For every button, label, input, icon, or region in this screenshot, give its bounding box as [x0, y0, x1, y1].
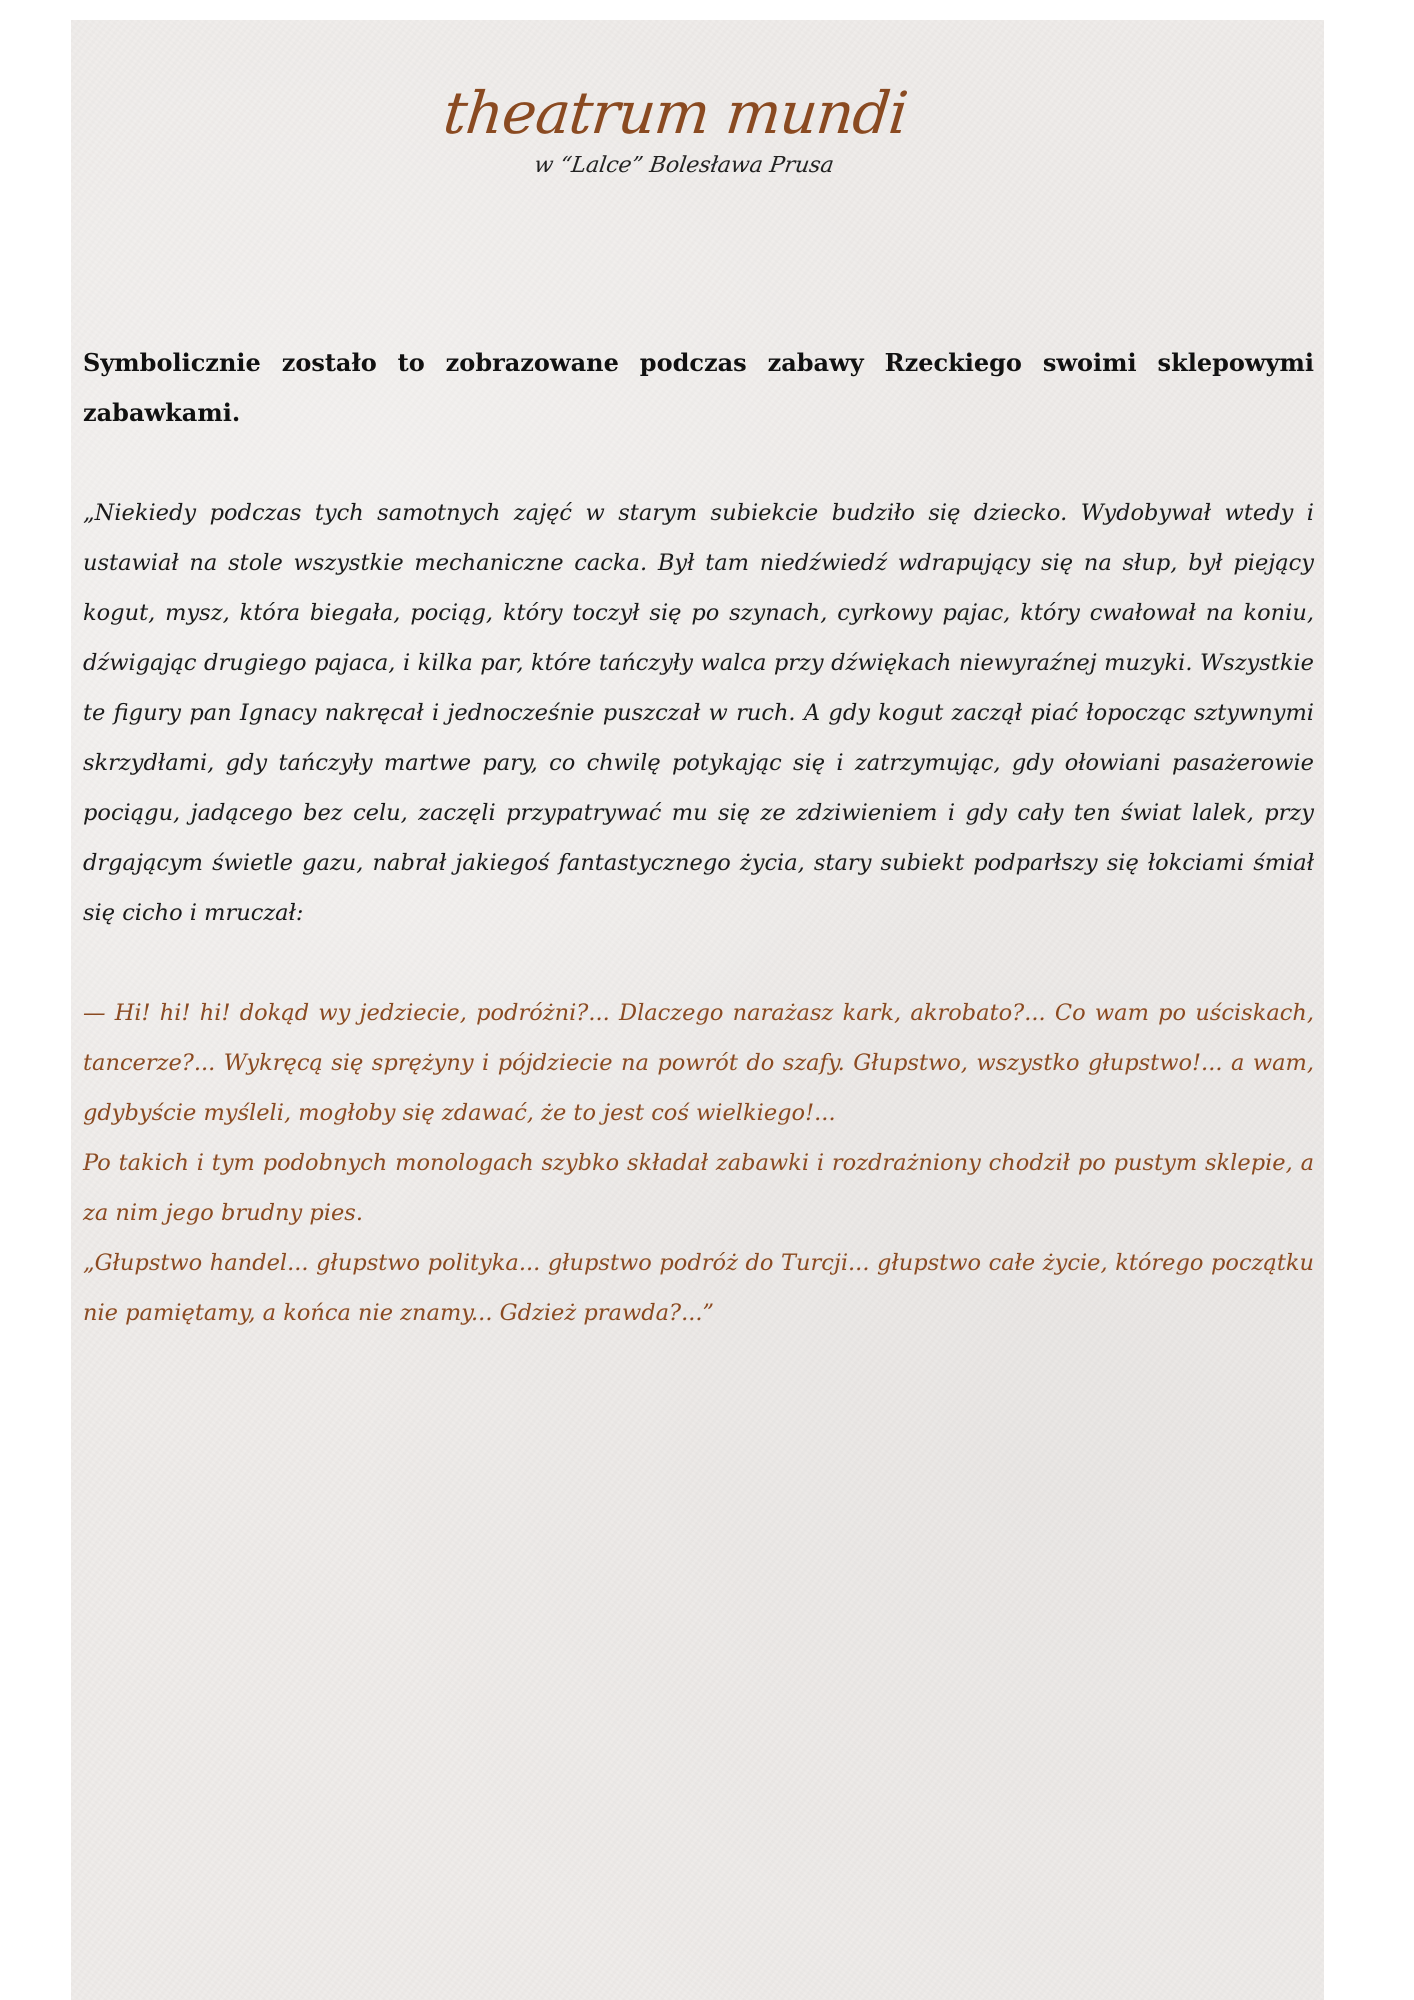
- narration-paragraph: Po takich i tym podobnych monologach szybko składał zabawki i rozdrażniony chodził po pustym sklepie, a za nim jego brudny pies.: [83, 1150, 1314, 1226]
- document-title: theatrum mundi: [440, 79, 911, 147]
- title-block: [71, 78, 1324, 198]
- document-body: [83, 338, 1314, 1338]
- paper-page: [71, 20, 1324, 2000]
- quote-paragraph: „Niekiedy podczas tych samotnych zajęć w starym subiekcie budziło się dziecko. Wydobywał wtedy i ustawiał na stole wszystkie mechaniczne cacka. Był tam niedźwiedź wdrapujący się na słup, był piejący kogut, mysz, która biegała, pociąg, który toczył się po szynach, cyrkowy pajac, który cwałował na koniu, dźwigając drugiego pajaca, i kilka par, które tańczyły walca przy dźwiękach niewyraźnej muzyki. Wszystkie te figury pan Ignacy nakręcał i jednocześnie puszczał w ruch. A gdy kogut zaczął piać łopocząc sztywnymi skrzydłami, gdy tańczyły martwe pary, co chwilę potykając się i zatrzymując, gdy ołowiani pasażerowie pociągu, jadącego bez celu, zaczęli przypatrywać mu się ze zdziwieniem i gdy cały ten świat lalek, przy drgającym świetle gazu, nabrał jakiegoś fantastycznego życia, stary subiekt podparłszy się łokciami śmiał się cicho i mruczał:: [83, 500, 1314, 926]
- document-subtitle: w “Lalce” Bolesława Prusa: [532, 153, 836, 178]
- monologue-paragraph: — Hi! hi! hi! dokąd wy jedziecie, podróżni?... Dlaczego narażasz kark, akrobato?... Co wam po uściskach, tancerze?... Wykręcą się sprężyny i pójdziecie na powrót do szafy. Głupstwo, wszystko głupstwo!... a wam, gdybyście myśleli, mogłoby się zdawać, że to jest coś wielkiego!...: [83, 1000, 1314, 1126]
- closing-quote-paragraph: „Głupstwo handel... głupstwo polityka... głupstwo podróż do Turcji... głupstwo całe życie, którego początku nie pamiętamy, a końca nie znamy... Gdzież prawda?...”: [83, 1250, 1314, 1326]
- lead-paragraph: Symbolicznie zostało to zobrazowane podczas zabawy Rzeckiego swoimi sklepowymi zabawkami.: [83, 348, 1314, 427]
